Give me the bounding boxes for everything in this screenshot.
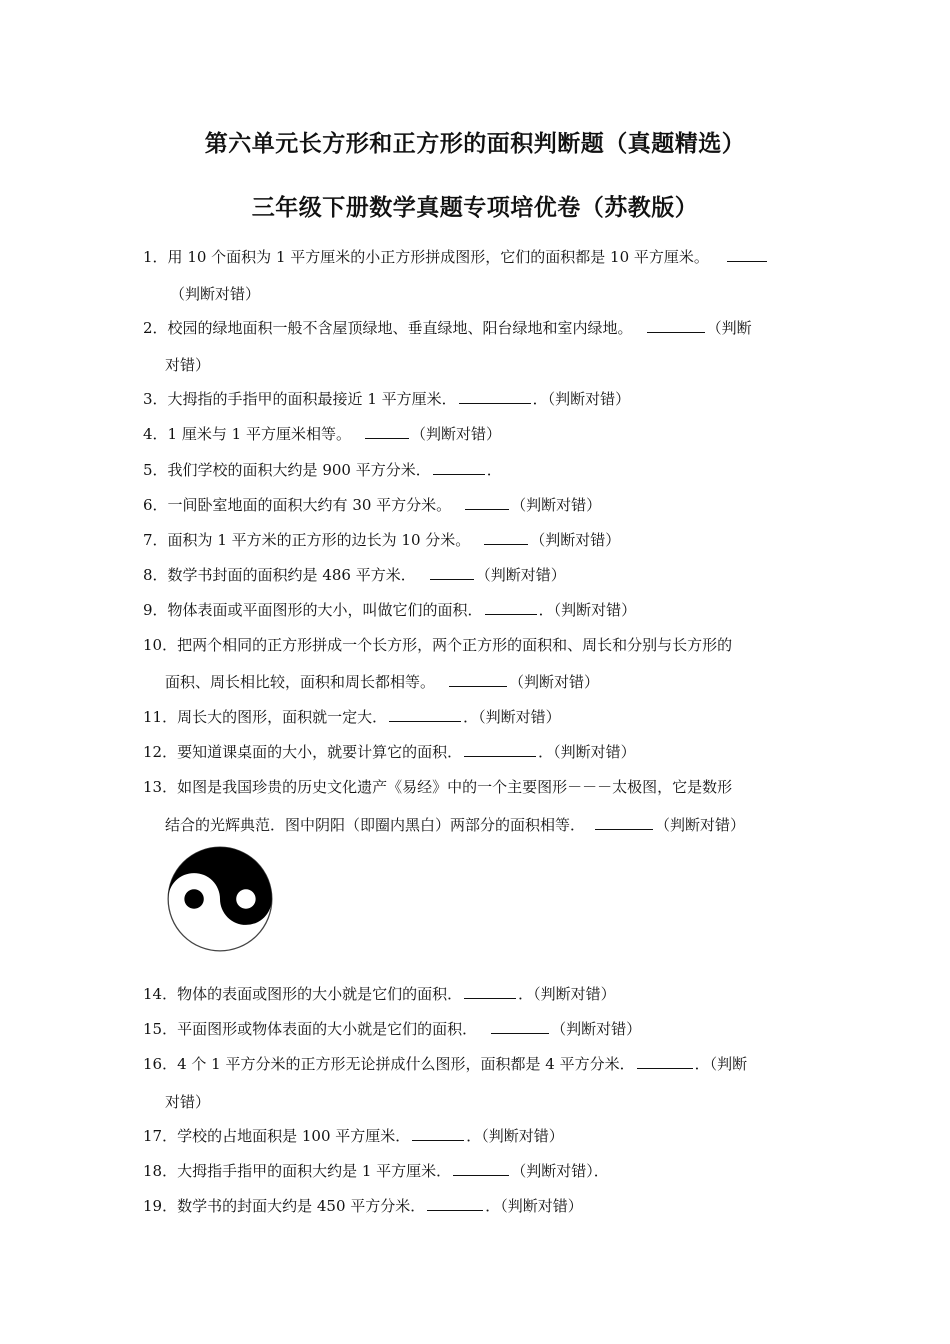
question-2 [143, 318, 752, 338]
question-4 [143, 424, 501, 444]
answer-blank[interactable] [647, 318, 705, 333]
answer-blank[interactable] [389, 707, 461, 722]
question-text: 平面图形或物体表面的大小就是它们的面积． [177, 1020, 478, 1038]
answer-blank[interactable] [491, 1019, 549, 1034]
question-18 [143, 1161, 609, 1181]
answer-blank[interactable] [433, 460, 485, 475]
question-10 [143, 635, 732, 655]
question-1-continuation: （判断对错） [170, 285, 261, 303]
question-text: 周长大的图形，面积就一定大． [177, 708, 388, 726]
question-number: 9． [143, 601, 168, 619]
question-number: 2． [143, 319, 168, 337]
answer-blank[interactable] [449, 672, 507, 687]
question-number: 17． [143, 1127, 178, 1145]
question-10-continuation [165, 672, 599, 692]
question-suffix: （判断对错） [551, 1020, 642, 1038]
question-suffix: （判断对错） [530, 531, 621, 549]
taiji-yin-yang-figure [166, 845, 274, 953]
question-suffix: ．（判断对错） [466, 1127, 564, 1145]
answer-blank[interactable] [637, 1054, 693, 1069]
question-text: 把两个相同的正方形拼成一个长方形，两个正方形的面积和、周长和分别与长方形的 [177, 636, 733, 654]
question-text-continued: 结合的光辉典范．图中阴阳（即圈内黑白）两部分的面积相等． [165, 816, 586, 834]
question-number: 19． [143, 1197, 178, 1215]
answer-blank[interactable] [453, 1161, 509, 1176]
question-text-continued: 面积、周长相比较，面积和周长都相等。 [165, 673, 436, 691]
question-2-continuation: 对错） [165, 356, 211, 374]
answer-blank[interactable] [430, 565, 474, 580]
answer-blank[interactable] [595, 815, 653, 830]
question-suffix: （判断对错） [475, 566, 566, 584]
question-text: 要知道课桌面的大小，就要计算它的面积． [177, 743, 463, 761]
answer-blank[interactable] [459, 389, 531, 404]
answer-blank[interactable] [484, 530, 528, 545]
question-5 [143, 460, 502, 480]
question-number: 16． [143, 1055, 178, 1073]
question-text: 面积为 1 平方米的正方形的边长为 10 分米。 [167, 531, 471, 549]
question-19 [143, 1196, 583, 1216]
answer-blank[interactable] [365, 424, 409, 439]
question-suffix: （判断对错） [509, 673, 600, 691]
answer-blank[interactable] [412, 1126, 464, 1141]
question-number: 4． [143, 425, 168, 443]
answer-blank[interactable] [465, 495, 509, 510]
question-text: 4 个 1 平方分米的正方形无论拼成什么图形，面积都是 4 平方分米． [177, 1055, 635, 1073]
question-text: 一间卧室地面的面积大约有 30 平方分米。 [167, 496, 452, 514]
question-suffix: ．（判断对错） [518, 985, 616, 1003]
answer-blank[interactable] [427, 1196, 483, 1211]
question-number: 18． [143, 1162, 178, 1180]
question-15 [143, 1019, 641, 1039]
question-suffix: ．（判断 [694, 1055, 748, 1073]
question-suffix: ． [486, 461, 502, 479]
question-number: 6． [143, 496, 168, 514]
question-16 [143, 1054, 747, 1074]
page-title: 第六单元长方形和正方形的面积判断题（真题精选） [204, 131, 746, 157]
question-text: 物体表面或平面图形的大小，叫做它们的面积． [167, 601, 483, 619]
question-text: 物体的表面或图形的大小就是它们的面积． [177, 985, 463, 1003]
question-13 [143, 777, 732, 797]
question-suffix: （判断对错）． [511, 1162, 609, 1180]
question-text: 大拇指的手指甲的面积最接近 1 平方厘米． [167, 390, 457, 408]
question-13-continuation [165, 815, 745, 835]
question-suffix: （判断对错） [511, 496, 602, 514]
question-number: 15． [143, 1020, 178, 1038]
question-1 [143, 247, 769, 267]
question-number: 8． [143, 566, 168, 584]
question-text: 数学书封面的面积约是 486 平方米． [167, 566, 416, 584]
question-8 [143, 565, 566, 585]
question-14 [143, 984, 616, 1004]
question-6 [143, 495, 601, 515]
question-number: 11． [143, 708, 178, 726]
page-subtitle: 三年级下册数学真题专项培优卷（苏教版） [251, 195, 699, 221]
question-text: 1 厘米与 1 平方厘米相等。 [167, 425, 351, 443]
answer-blank[interactable] [727, 247, 767, 262]
question-number: 7． [143, 531, 168, 549]
question-11 [143, 707, 561, 727]
question-text: 如图是我国珍贵的历史文化遗产《易经》中的一个主要图形－－－太极图，它是数形 [177, 778, 733, 796]
question-number: 13． [143, 778, 178, 796]
answer-blank[interactable] [464, 984, 516, 999]
question-9 [143, 600, 636, 620]
question-suffix: ．（判断对错） [538, 743, 636, 761]
question-17 [143, 1126, 564, 1146]
question-suffix: （判断对错） [410, 425, 501, 443]
question-7 [143, 530, 620, 550]
question-text: 数学书的封面大约是 450 平方分米． [177, 1197, 426, 1215]
question-suffix: （判断对错） [655, 816, 746, 834]
question-suffix: （判断 [706, 319, 752, 337]
question-3 [143, 389, 630, 409]
question-text: 校园的绿地面积一般不含屋顶绿地、垂直绿地、阳台绿地和室内绿地。 [167, 319, 633, 337]
question-text: 大拇指手指甲的面积大约是 1 平方厘米． [177, 1162, 452, 1180]
question-16-continuation: 对错） [165, 1093, 211, 1111]
question-text: 学校的占地面积是 100 平方厘米． [177, 1127, 411, 1145]
question-number: 12． [143, 743, 178, 761]
question-suffix: ．（判断对错） [463, 708, 561, 726]
question-suffix: ．（判断对错） [538, 601, 637, 619]
question-text: 我们学校的面积大约是 900 平方分米． [167, 461, 431, 479]
question-number: 14． [143, 985, 178, 1003]
question-12 [143, 742, 636, 762]
question-number: 5． [143, 461, 168, 479]
answer-blank[interactable] [485, 600, 537, 615]
question-suffix: ．（判断对错） [532, 390, 631, 408]
answer-blank[interactable] [464, 742, 536, 757]
question-suffix: ．（判断对错） [485, 1197, 583, 1215]
question-number: 10． [143, 636, 178, 654]
question-number: 3． [143, 390, 168, 408]
question-number: 1． [143, 248, 168, 266]
question-text: 用 10 个面积为 1 平方厘米的小正方形拼成图形，它们的面积都是 10 平方厘米。 [167, 248, 709, 266]
